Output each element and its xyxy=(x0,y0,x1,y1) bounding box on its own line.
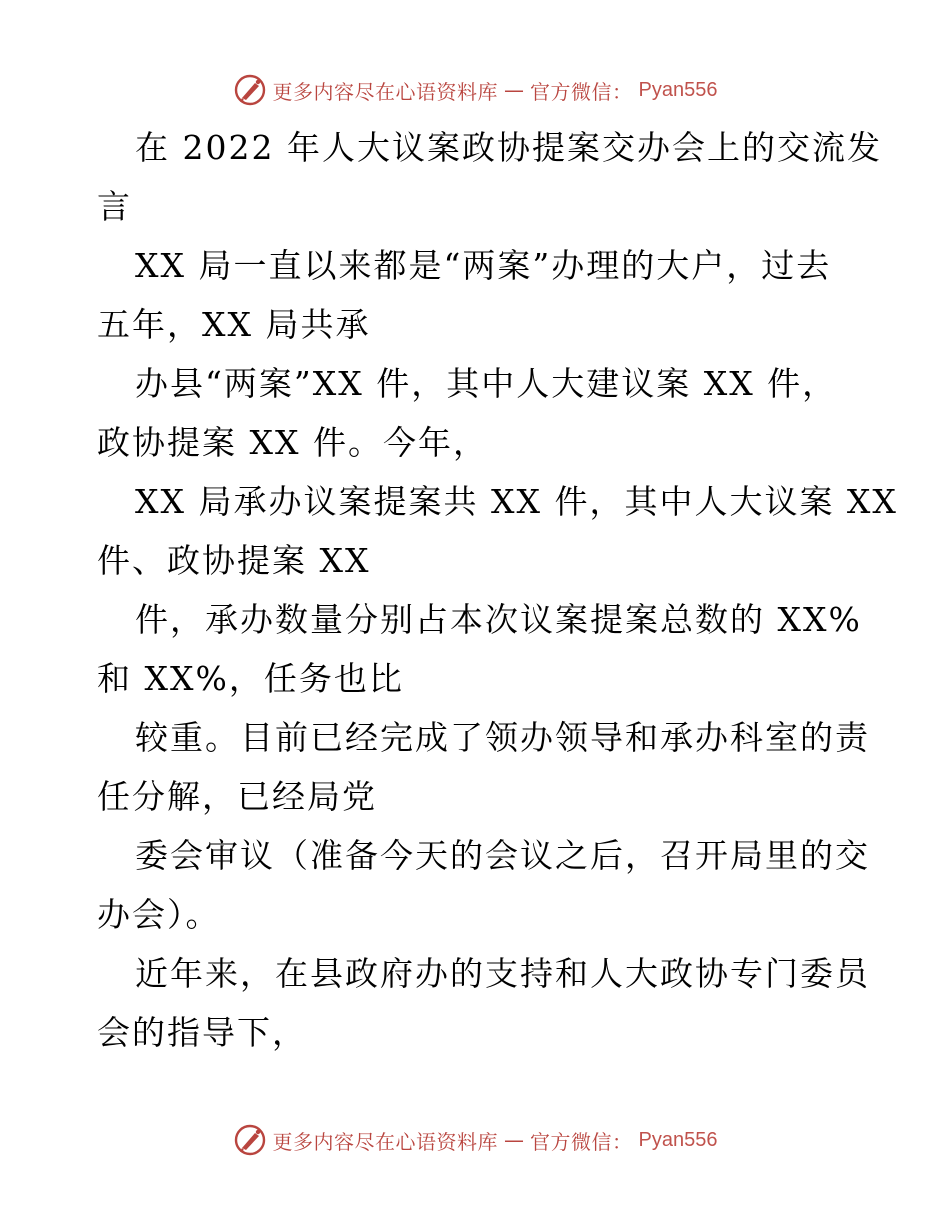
paragraph-line: 委会审议（准备今天的会议之后，召开局里的交 xyxy=(135,836,870,875)
watermark-wechat-id: Pyan556 xyxy=(638,1128,718,1151)
watermark-wechat-id: Pyan556 xyxy=(638,78,718,101)
watermark-wechat-label: 官方微信： xyxy=(530,1129,633,1154)
paragraph-line: 件，承办数量分别占本次议案提案总数的 XX% xyxy=(135,600,862,639)
pen-logo-icon xyxy=(233,1123,267,1157)
paragraph-line: 较重。目前已经完成了领办领导和承办科室的责 xyxy=(135,718,870,757)
document-title xyxy=(0,118,950,236)
paragraph-line: 会的指导下， xyxy=(97,1013,307,1052)
watermark-text: 更多内容尽在心语资料库 xyxy=(272,1129,499,1154)
paragraph-line: 件、政协提案 XX xyxy=(97,541,371,580)
paragraph xyxy=(0,472,950,590)
watermark-header xyxy=(0,70,950,110)
paragraph xyxy=(0,354,950,472)
paragraph-line: 任分解，已经局党 xyxy=(97,777,377,816)
watermark-separator: — xyxy=(504,78,525,102)
document-body xyxy=(0,118,950,1062)
paragraph-line: 在 2022 年人大议案政协提案交办会上的交流发 xyxy=(135,128,882,167)
paragraph-line: 五年，XX 局共承 xyxy=(97,305,371,344)
watermark-wechat-label: 官方微信： xyxy=(530,79,633,104)
paragraph-line: XX 局承办议案提案共 XX 件，其中人大议案 XX xyxy=(135,482,898,521)
watermark-footer xyxy=(0,1120,950,1160)
paragraph xyxy=(0,826,950,944)
paragraph-line: 言 xyxy=(97,187,132,226)
paragraph xyxy=(0,708,950,826)
paragraph-line: 办县“两案”XX 件，其中人大建议案 XX 件， xyxy=(135,364,838,403)
pen-logo-icon xyxy=(233,73,267,107)
watermark-separator: — xyxy=(504,1128,525,1152)
paragraph xyxy=(0,590,950,708)
paragraph-line: 近年来，在县政府办的支持和人大政协专门委员 xyxy=(135,954,870,993)
watermark-text: 更多内容尽在心语资料库 xyxy=(272,79,499,104)
paragraph-line: 办会）。 xyxy=(97,895,221,934)
paragraph-line: 和 XX%，任务也比 xyxy=(97,659,404,698)
paragraph-line: 政协提案 XX 件。今年， xyxy=(97,423,488,462)
paragraph xyxy=(0,236,950,354)
paragraph-line: XX 局一直以来都是“两案”办理的大户，过去 xyxy=(135,246,832,285)
paragraph xyxy=(0,944,950,1062)
